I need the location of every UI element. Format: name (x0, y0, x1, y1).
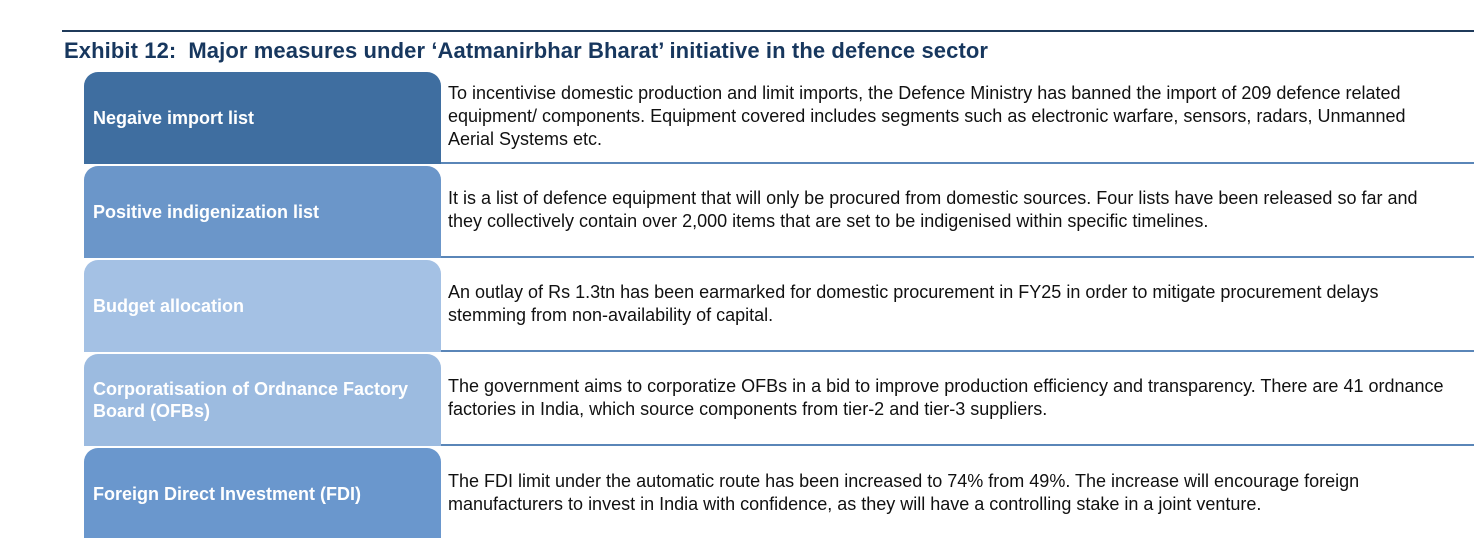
table-row (84, 446, 1474, 538)
row-label: Negaive import list (93, 108, 255, 128)
row-label-cell (84, 354, 441, 446)
row-description: An outlay of Rs 1.3tn has been earmarked for domestic procurement in FY25 in order to mitigate procurement delays stemming from non-availability of capital. (448, 282, 1379, 325)
row-description-cell (441, 70, 1474, 164)
table-row (84, 352, 1474, 446)
table-row (84, 70, 1474, 164)
row-description-cell (441, 352, 1474, 446)
measures-table (84, 70, 1474, 538)
row-description: The government aims to corporatize OFBs in a bid to improve production efficiency and transparency. There are 41 ordnance factories in India, which source components from tier-2 and tier-3 suppliers. (448, 376, 1444, 419)
exhibit-number: Exhibit 12: (64, 38, 177, 63)
exhibit-title: Major measures under ‘Aatmanirbhar Bharat’ initiative in the defence sector (188, 38, 989, 63)
row-description: To incentivise domestic production and limit imports, the Defence Ministry has banned the import of 209 defence related equipment/ components. Equipment covered includes segments such as electronic warfare, sensors, radars, Unmanned Aerial Systems etc. (448, 82, 1406, 149)
table-row (84, 258, 1474, 352)
table-row (84, 164, 1474, 258)
row-label: Positive indigenization list (93, 202, 320, 222)
top-rule-divider (62, 30, 1474, 32)
row-description-cell (441, 446, 1474, 538)
row-description: The FDI limit under the automatic route has been increased to 74% from 49%. The increase will encourage foreign manufacturers to invest in India with confidence, as they will have a controlling stake in a joint venture. (448, 470, 1360, 514)
row-description-cell (441, 258, 1474, 352)
row-description: It is a list of defence equipment that will only be procured from domestic sources. Four lists have been released so far and they collectively contain over 2,000 items that are set to be indigenised within specific timelines. (448, 188, 1418, 231)
row-label-cell (84, 166, 441, 258)
row-description-cell (441, 164, 1474, 258)
exhibit-heading (64, 38, 988, 64)
row-label-cell (84, 72, 441, 164)
row-label-cell (84, 448, 441, 538)
row-label: Foreign Direct Investment (FDI) (93, 484, 362, 504)
row-label-cell (84, 260, 441, 352)
row-label: Budget allocation (93, 296, 245, 316)
row-label: Corporatisation of Ordnance Factory Board (OFBs) (93, 379, 409, 421)
